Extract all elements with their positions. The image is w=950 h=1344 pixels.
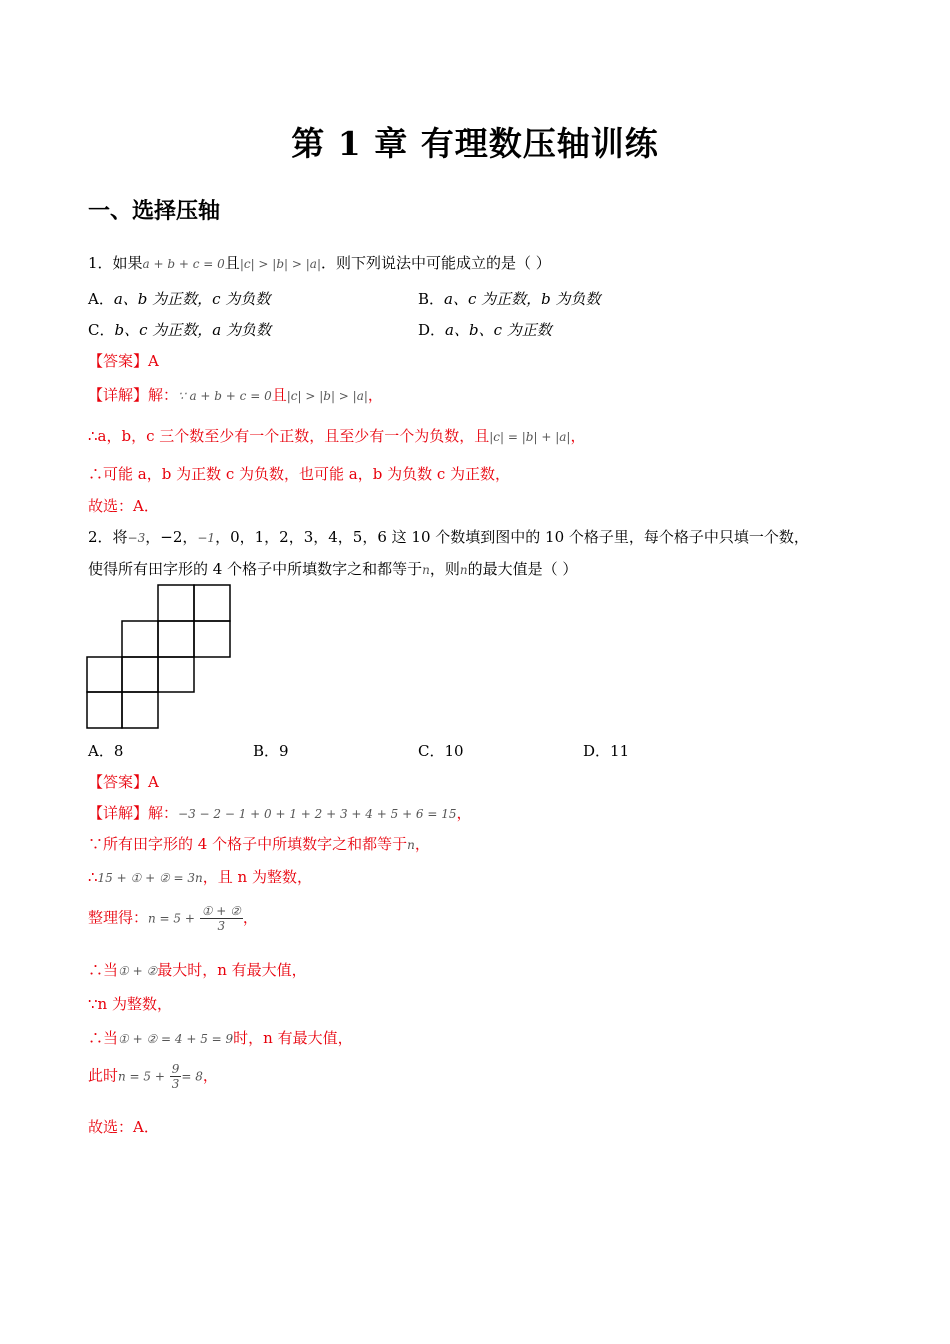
q2-detail-2: ∵所有田字形的 4 个格子中所填数字之和都等于n， <box>88 835 430 853</box>
grid-cell <box>87 692 122 728</box>
grid-cell <box>122 657 158 692</box>
q2-detail-1: 【详解】解：−3 − 2 − 1 + 0 + 1 + 2 + 3 + 4 + 5 + 6 = 15， <box>88 804 472 822</box>
q2-answer: 【答案】A <box>88 773 159 791</box>
q1-detail-2: ∴a，b，c 三个数至少有一个正数，且至少有一个为负数，且|c| = |b| + |a|， <box>88 427 586 445</box>
grid-cell <box>122 692 158 728</box>
q2-conclusion: 故选：A． <box>88 1118 159 1136</box>
q2-detail-6: ∵n 为整数， <box>88 995 172 1013</box>
q2-option-d: D．11 <box>583 742 630 760</box>
q2-detail-5: ∴当① + ②最大时，n 有最大值， <box>88 961 307 979</box>
q2-option-c: C．10 <box>418 742 464 760</box>
grid-cell <box>87 657 122 692</box>
q1-option-a: A．a、b 为正数，c 为负数 <box>88 290 271 308</box>
question-2-stem-line-1: 2．将−3，−2，−1，0，1，2，3，4，5，6 这 10 个数填到图中的 10 个格子里，每个格子中只填一个数， <box>88 528 809 546</box>
q2-detail-8: 此时n = 5 + $\frac{9}{3}$ = 8， <box>88 1062 218 1091</box>
staircase-grid-figure <box>86 584 234 730</box>
grid-cell <box>158 585 194 621</box>
section-heading: 一、选择压轴 <box>88 198 221 224</box>
grid-cell <box>158 657 194 692</box>
grid-cell <box>122 621 158 657</box>
q1-detail-1: 【详解】解：∵ a + b + c = 0且|c| > |b| > |a|， <box>88 386 383 404</box>
question-1-stem: 1．如果a + b + c = 0且|c| > |b| > |a|．则下列说法中可能成立的是（ ） <box>88 254 551 272</box>
grid-cell <box>194 621 230 657</box>
q1-conclusion: 故选：A． <box>88 497 159 515</box>
q2-detail-3: ∴15 + ① + ② = 3n，且 n 为整数， <box>88 868 312 886</box>
fraction: $\frac{9}{3}$ <box>171 1062 180 1091</box>
q2-detail-7: ∴当① + ② = 4 + 5 = 9时，n 有最大值， <box>88 1029 353 1047</box>
q1-detail-3: ∴可能 a，b 为正数 c 为负数，也可能 a，b 为负数 c 为正数， <box>88 465 511 483</box>
q2-detail-4: 整理得：n = 5 + $\frac{\text{① + ②}}{3}$ ， <box>88 904 258 933</box>
q1-option-c: C．b、c 为正数，a 为负数 <box>88 321 271 339</box>
page-title: 第 1 章 有理数压轴训练 <box>291 124 659 163</box>
grid-cell <box>158 621 194 657</box>
grid-cell <box>194 585 230 621</box>
question-2-stem-line-2: 使得所有田字形的 4 个格子中所填数字之和都等于n，则n的最大值是（ ） <box>88 560 578 578</box>
fraction: $\frac{\text{① + ②}}{3}$ <box>201 904 241 933</box>
q1-option-b: B．a、c 为正数，b 为负数 <box>418 290 601 308</box>
q2-option-b: B．9 <box>253 742 289 760</box>
q1-answer: 【答案】A <box>88 352 159 370</box>
q2-option-a: A．8 <box>88 742 124 760</box>
q1-option-d: D．a、b、c 为正数 <box>418 321 552 339</box>
